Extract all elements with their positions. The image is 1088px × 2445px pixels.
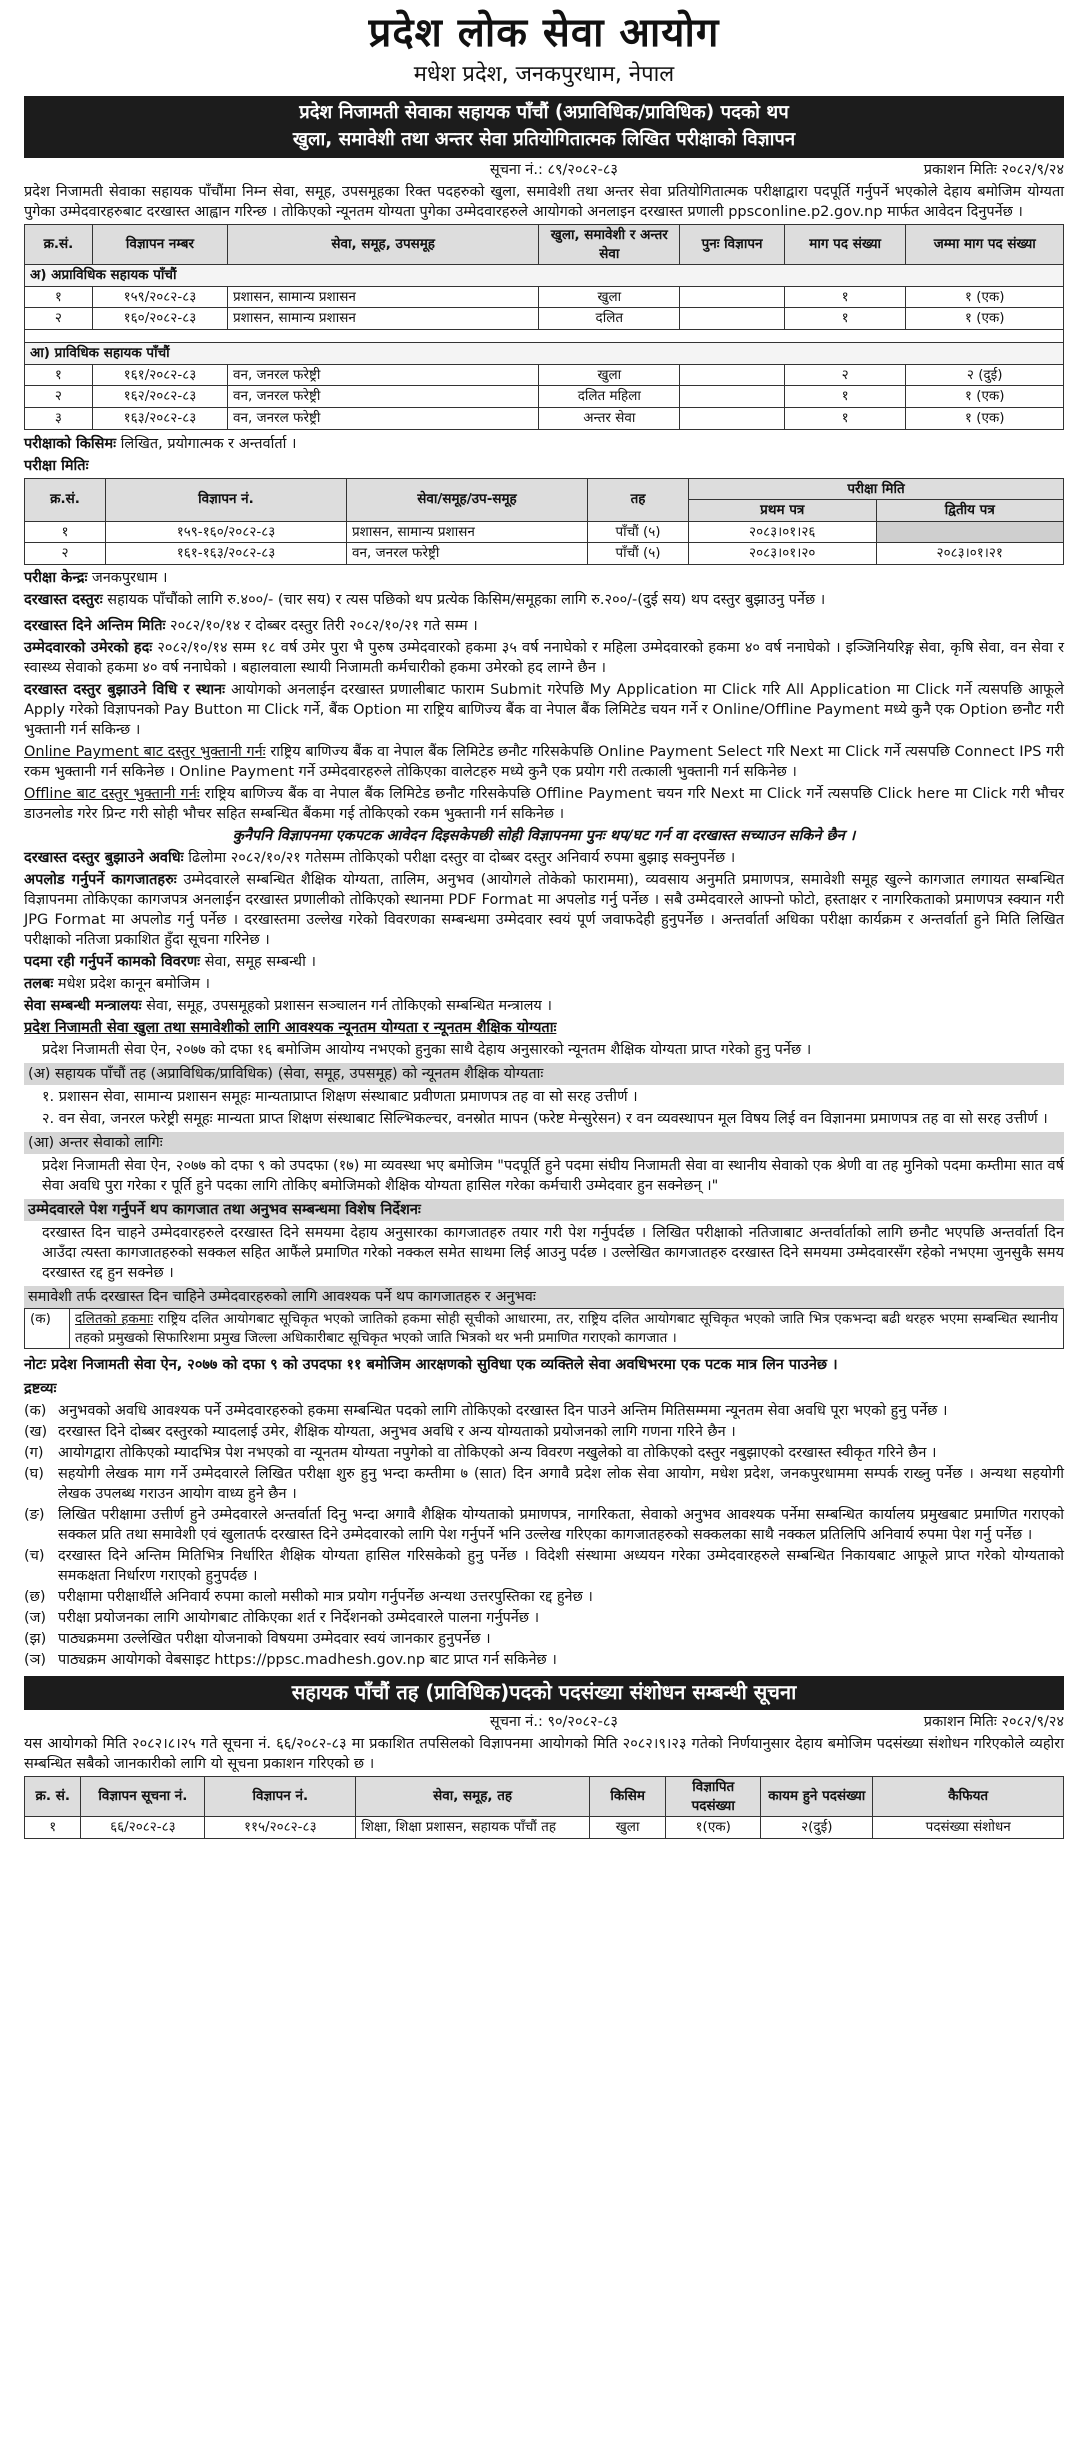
notice-number: सूचना नं.: ८९/२०८२-८३ [489,161,618,178]
vacancy-table-header [25,224,1064,264]
group-label: आ) प्राविधिक सहायक पाँचौं [25,343,1064,365]
inclusive-heading: समावेशी तर्फ दरखास्त दिन चाहिने उम्मेदवारहरुको लागि आवश्यक पर्ने थप कागजातहरु र अनुभवः [24,1286,1064,1308]
salary-text: मधेश प्रदेश कानून बमोजिम । [57,976,210,993]
table-cell: १ [25,1817,81,1839]
table-cell: खुला [539,364,680,386]
intro-paragraph: प्रदेश निजामती सेवाका सहायक पाँचौंमा निम्न सेवा, समूह, उपसमूहका रिक्त पदहरुको खुला, समावेशी तथा अन्तर सेवा प्रतियोगितात्मक परीक्षाद्वारा पदपूर्ति गर्नुपर्ने भएकोले देहाय बमोजिम योग्यता पुगेका उम्मेदवारहरुबाट दरखास्त आह्वान गरिन्छ । तोकिएको न्यूनतम योग्यता पुगेका उम्मेदवारहरुले आयोगको अनलाइन दरखास्त प्रणाली ppsconline.p2.gov.np मार्फत आवेदन दिनुपर्नेछ । [24,183,1064,220]
exam-col-level: तह [588,478,689,521]
table-cell: वन, जनरल फरेष्ट्री [228,386,539,408]
amendment-table [24,1776,1064,1839]
dalit-text: राष्ट्रिय दलित आयोगबाट सूचिकृत भएको जातिको हकमा सोही सूचीको आधारमा, तर, राष्ट्रिय दलित आयोगबाट सूचिकृत भएको जाति भित्र एकभन्दा बढी थरहरु भएमा सम्बन्धित स्थानीय तहको प्रमुखको सिफारिशमा प्रमुख जिल्ला अधिकारीबाट सूचिकृत भएको जाति भित्रको थर भनी प्रमाणित गराएको कागजात । [75,1311,1058,1346]
banner-line-1: प्रदेश निजामती सेवाका सहायक पाँचौं (अप्राविधिक/प्राविधिक) पदको थप [299,102,789,124]
deadline-label: दरखास्त दिने अन्तिम मितिः [24,618,166,635]
table-cell: १ (एक) [906,407,1064,429]
table-cell: २(दुई) [761,1817,873,1839]
documents-heading: उम्मेदवारले पेश गर्नुपर्ने थप कागजात तथा अनुभव सम्बन्धमा विशेष निर्देशनः [24,1199,1064,1221]
table-cell: १ [25,286,93,308]
table-cell: ६६/२०८२-८३ [81,1817,205,1839]
table-cell: १ [784,286,906,308]
list-item-key: (ङ) [24,1507,45,1524]
fee-period-text: ढिलोमा २०८२/१०/२१ गतेसम्म तोकिएको परीक्षा दस्तुर वा दोब्बर दस्तुर अनिवार्य रुपमा बुझाइ सक्नुपर्नेछ । [188,850,736,867]
vacancy-header-cell: जम्मा माग पद संख्या [906,224,1064,264]
table-cell: २०८३।०१।२० [689,543,877,565]
table-cell: १६२/२०८२-८३ [92,386,227,408]
table-cell: १६३/२०८२-८३ [92,407,227,429]
salary-label: तलबः [24,976,54,993]
fee-label: दरखास्त दस्तुरः [24,592,103,609]
list-item-text: परीक्षा प्रयोजनका लागि आयोगबाट तोकिएका शर्त र निर्देशनको उम्मेदवारले पालना गर्नुपर्नेछ । [58,1610,540,1627]
vacancy-header-cell: पुनः विज्ञापन [680,224,785,264]
vacancy-header-cell: माग पद संख्या [784,224,906,264]
table-cell: प्रशासन, सामान्य प्रशासन [347,521,588,543]
table-cell: १५९/२०८२-८३ [92,286,227,308]
vacancy-table [24,224,1064,430]
vacancy-header-cell: क्र.सं. [25,224,93,264]
dalit-box [24,1308,1064,1349]
table-cell: दलित [539,308,680,330]
table-cell [680,286,785,308]
table-cell: पाँचौं (५) [588,521,689,543]
documents-text: दरखास्त दिन चाहने उम्मेदवारहरुले दरखास्त दिने समयमा देहाय अनुसारका कागजातहरु तयार गरी पेश गर्नुपर्दछ । लिखित परीक्षाको नतिजाबाट अन्तर्वार्ताको लागि छनौट भएपछि अन्तर्वार्ता दिन आउँदा त्यस्ता कागजातहरुको सक्कल सहित आफैंले प्रमाणित गरेको नक्कल समेत साथमा लिई आउनु पर्दछ । उल्लेखित कागजातहरु दरखास्त दिने समयमा उम्मेदवारसँग रहेको नभएमा जुनसुकै समय दरखास्त रद्द हुन सक्नेछ । [42,1225,1064,1282]
notes-heading: द्रष्टव्यः [24,1381,57,1398]
table-row [25,1817,1064,1839]
qualification-item-1: १. प्रशासन सेवा, सामान्य प्रशासन समूहः मान्यताप्राप्त शिक्षण संस्थाबाट प्रवीणता प्रमाणपत्र तह वा सो सरह उत्तीर्ण । [42,1089,638,1106]
table-cell: प्रशासन, सामान्य प्रशासन [228,308,539,330]
table-row [25,407,1064,429]
amendment-banner: सहायक पाँचौं तह (प्राविधिक)पदको पदसंख्या संशोधन सम्बन्धी सूचना [24,1676,1064,1710]
table-cell: १५९-१६०/२०८२-८३ [106,521,347,543]
table-cell: १ [25,521,106,543]
table-cell: २०८३।०१।२१ [876,543,1064,565]
table-cell: वन, जनरल फरेष्ट्री [228,364,539,386]
upload-docs-label: अपलोड गर्नुपर्ने कागजातहरुः [24,872,177,889]
exam-col-adv: विज्ञापन नं. [106,478,347,521]
table-cell [680,308,785,330]
table-cell: १ (एक) [906,308,1064,330]
table-cell: प्रशासन, सामान्य प्रशासन [228,286,539,308]
list-item [24,1587,1064,1607]
amendment-header-cell: विज्ञापित पदसंख्या [666,1776,761,1816]
center-label: परीक्षा केन्द्रः [24,570,88,587]
warning-text: कुनैपनि विज्ञापनमा एकपटक आवेदन दिइसकेपछी सोही विज्ञापनमा पुनः थप/घट गर्न वा दरखास्त सच्याउन सकिने छैन । [232,828,856,845]
inter-service-text: प्रदेश निजामती सेवा ऐन, २०७७ को दफा ९ को उपदफा (१७) मा व्यवस्था भए बमोजिम "पदपूर्ति हुने पदमा संघीय निजामती सेवा वा स्थानीय सेवाको एक श्रेणी वा तह मुनिको पदमा कम्तीमा सात वर्ष सेवा अवधि पुरा गरेका र पूर्ति हुने पदका लागि तोकिए बमोजिमको शैक्षिक योग्यता हासिल गरेका कर्मचारी उम्मेदवार हुन सक्नेछन् ।" [42,1158,1064,1195]
table-cell: १ [784,386,906,408]
table-cell [876,521,1064,543]
amendment-header-cell: सेवा, समूह, तह [356,1776,590,1816]
fee-period-label: दरखास्त दस्तुर बुझाउने अवधिः [24,850,184,867]
reservation-note: नोटः प्रदेश निजामती सेवा ऐन, २०७७ को दफा ९ को उपदफा ११ बमोजिम आरक्षणको सुविधा एक व्यक्तिले सेवा अवधिभरमा एक पटक मात्र लिन पाउनेछ । [24,1357,838,1374]
table-cell: २०८३।०१।२६ [689,521,877,543]
exam-col-paper2: द्वितीय पत्र [876,500,1064,522]
table-row [25,521,1064,543]
publish-date: प्रकाशन मितिः २०८२/९/२४ [923,161,1064,178]
table-cell: १ [784,308,906,330]
group-row [25,343,1064,365]
table-cell: खुला [539,286,680,308]
table-cell: १(एक) [666,1817,761,1839]
amendment-publish-date: प्रकाशन मितिः २०८२/९/२४ [923,1713,1064,1730]
deadline-text: २०८२/१०/१४ र दोब्बर दस्तुर तिरी २०८२/१०/२१ गते सम्म । [170,618,478,635]
list-item [24,1443,1064,1463]
table-cell [680,364,785,386]
table-row [25,308,1064,330]
table-cell [680,386,785,408]
duty-label: पदमा रही गर्नुपर्ने कामको विवरणः [24,954,201,971]
list-item-key: (ज) [24,1610,47,1627]
payment-method-label: दरखास्त दस्तुर बुझाउने विधि र स्थानः [24,682,226,699]
vacancy-header-cell: विज्ञापन नम्बर [92,224,227,264]
inter-service-subheading: (आ) अन्तर सेवाको लागिः [24,1132,1064,1154]
amendment-header-cell: क्र. सं. [25,1776,81,1816]
ministry-label: सेवा सम्बन्धी मन्त्रालयः [24,998,142,1015]
amendment-meta [24,1712,1064,1732]
payment-method-text: आयोगको अनलाईन दरखास्त प्रणालीबाट फाराम Submit गरेपछि My Application मा Click गरि All Application मा Click गर्ने त्यसपछि आफूले Apply गरेको विज्ञापनको Pay Button मा Click गर्ने, बैंक Option मा राष्ट्रिय बाणिज्य बैंक वा नेपाल बैंक लिमिटेड चयन गर्ने र Online/Offline Payment मध्ये कुनै एक Option छनौट गरी भुक्तानी गर्न सकिन्छ । [24,682,1064,739]
table-cell: खुला [589,1817,665,1839]
amendment-header-cell: कायम हुने पदसंख्या [761,1776,873,1816]
ministry-text: सेवा, समूह, उपसमूहको प्रशासन सञ्चालन गर्न तोकिएको सम्बन्धित मन्त्रालय । [146,998,552,1015]
list-item [24,1546,1064,1586]
table-cell: ३ [25,407,93,429]
table-row [25,364,1064,386]
exam-type-label: परीक्षाको किसिमः [24,435,117,452]
table-cell: २ [25,308,93,330]
list-item [24,1650,1064,1670]
fee-text: सहायक पाँचौंको लागि रु.४००/- (चार सय) र त्यस पछिको थप प्रत्येक किसिम/समूहका लागि रु.२००/-(दुई सय) थप दस्तुर बुझाउनु पर्नेछ । [107,592,826,609]
online-payment-label: Online Payment बाट दस्तुर भुक्तानी गर्नः [24,744,266,761]
amendment-intro: यस आयोगको मिति २०८२।८।२५ गते सूचना नं. ६६/२०८२-८३ मा प्रकाशित तपसिलको विज्ञापनमा आयोगको मिति २०८२।९।२३ गतेको निर्णयानुसार देहाय बमोजिम पदसंख्या संशोधन गरिएकोले व्यहोरा सम्बन्धित सबैको जानकारीको लागि यो सूचना प्रकाशन गरिएको छ । [24,1735,1064,1772]
age-text: २०८२/१०/१४ सम्म १८ वर्ष उमेर पुरा भै पुरुष उम्मेदवारको हकमा ३५ वर्ष ननाघेको र महिला उम्मेदवारको हकमा ४० वर्ष ननाघेको । इञ्जिनियरिङ्ग सेवा, कृषि सेवा, वन सेवा र स्वास्थ्य सेवाको हकमा ४० वर्ष ननाघेको । बहालवाला स्थायी निजामती कर्मचारीको हकमा उमेरको हद लाग्ने छैन । [24,640,1064,677]
vacancy-table-body [25,265,1064,429]
list-item-key: (झ) [24,1631,47,1648]
table-cell: १६०/२०८२-८३ [92,308,227,330]
qualification-intro: प्रदेश निजामती सेवा ऐन, २०७७ को दफा १६ बमोजिम आयोग्य नभएको हुनुका साथै देहाय अनुसारको न्यूनतम शैक्षिक योग्यता प्राप्त गरेको हुनु पर्नेछ । [42,1042,812,1059]
spacer-row [25,330,1064,343]
list-item [24,1464,1064,1504]
table-cell: १ (एक) [906,286,1064,308]
table-cell: ११५/२०८२-८३ [205,1817,356,1839]
list-item-text: अनुभवको अवधि आवश्यक पर्ने उम्मेदवारहरुको हकमा सम्बन्धित पदको लागि तोकिएको दरखास्त दिन पाउने अन्तिम मितिसम्ममा न्यूनतम सेवा अवधि पूरा भएको हुनु पर्नेछ । [58,1403,948,1420]
list-item-key: (क) [24,1403,47,1420]
dalit-label: दलितको हकमाः [75,1311,154,1328]
list-item-key: (छ) [24,1589,46,1606]
spacer-cell [25,330,1064,343]
exam-type: लिखित, प्रयोगात्मक र अन्तर्वार्ता । [120,435,297,452]
list-item-key: (च) [24,1548,45,1565]
list-item-text: पाठ्यक्रममा उल्लेखित परीक्षा योजनाको विषयमा उम्मेदवार स्वयं जानकार हुनुपर्नेछ । [58,1631,491,1648]
dalit-key: (क) [25,1309,70,1349]
notice-meta [24,160,1064,180]
table-cell: १६१/२०८२-८३ [92,364,227,386]
exam-schedule-table [24,478,1064,566]
qualification-item-2: २. वन सेवा, जनरल फरेष्ट्री समूहः मान्यता प्राप्त शिक्षण संस्थाबाट सिल्भिकल्चर, वनस्रोत मापन (फरेष्ट मेन्सुरेसन) र वन व्यवस्थापन मूल विषय लिई वन विज्ञानमा प्रमाणपत्र तह वा सो सरह उत्तीर्ण । [42,1111,1048,1128]
amendment-header-cell: किसिम [589,1776,665,1816]
exam-col-sn: क्र.सं. [25,478,106,521]
amendment-header-cell: विज्ञापन नं. [205,1776,356,1816]
list-item [24,1422,1064,1442]
list-item-key: (ञ) [24,1652,47,1669]
list-item [24,1505,1064,1545]
exam-col-paper1: प्रथम पत्र [689,500,877,522]
offline-payment-label: Offline बाट दस्तुर भुक्तानी गर्नः [24,786,200,803]
amendment-header-cell: विज्ञापन सूचना नं. [81,1776,205,1816]
table-cell: १ [25,364,93,386]
online-payment-text: राष्ट्रिय बाणिज्य बैंक वा नेपाल बैंक लिमिटेड छनौट गरिसकेपछि Online Payment Select गरि Next मा Click गर्ने त्यसपछि Connect IPS गरी रकम भुक्तानी गर्न सकिनेछ । Online Payment गर्ने उम्मेदवारहरुले तोकिएका वालेटहरु मध्ये कुनै एक प्रयोग गरी तत्काली भुक्तानी गर्न सकिनेछ । [24,744,1065,781]
table-row [25,543,1064,565]
list-item-text: परीक्षामा परीक्षार्थीले अनिवार्य रुपमा कालो मसीको मात्र प्रयोग गर्नुपर्नेछ अन्यथा उत्तरपुस्तिका रद्द हुनेछ । [58,1589,593,1606]
list-item-text: लिखित परीक्षामा उत्तीर्ण हुने उम्मेदवारले अन्तर्वार्ता दिनु भन्दा अगावै शैक्षिक योग्यताको प्रमाणपत्र, नागरिकता, सेवाको अनुभव आवश्यक पर्नेमा सम्बन्धित कार्यालय प्रमुखबाट प्रमाणित गराएको सक्कल प्रति तथा समावेशी एवं खुलातर्फ दरखास्त दिने उम्मेदवारको लागि पेश गर्नुपर्ने भनि उल्लेख गरिएका कागजातहरुको सक्कलका साथै नक्कल प्रतिलिपि अनिवार्य रुपमा पेश गर्नु पर्नेछ । [58,1507,1064,1544]
notes-list [24,1401,1064,1670]
list-item-text: दरखास्त दिने दोब्बर दस्तुरको म्यादलाई उमेर, शैक्षिक योग्यता, अनुभव अवधि र अन्य योग्यताको प्रयोजनको लागि गणना गरिने छैन । [58,1424,736,1441]
list-item-key: (ख) [24,1424,48,1441]
commission-address: मधेश प्रदेश, जनकपुरधाम, नेपाल [413,62,675,87]
table-cell: २ (दुई) [906,364,1064,386]
notice-banner [24,96,1064,158]
table-row [25,386,1064,408]
table-row [25,286,1064,308]
table-cell: १ [784,407,906,429]
table-cell: वन, जनरल फरेष्ट्री [228,407,539,429]
notice-page [24,0,1064,1839]
list-item [24,1608,1064,1628]
upload-docs-text: उम्मेदवारले सम्बन्धित शैक्षिक योग्यता, तालिम, अनुभव (आयोगले तोकेको फाराममा), व्यवसाय अनुमति प्रमाणपत्र, समावेशी समूह खुल्ने कागजात लगायत सम्बन्धित विज्ञापनमा तोकिएका कागजपत्र अनलाईन दरखास्त प्रणालीको तोकिएको स्थानमा PDF Format मा अपलोड गर्नु पर्नेछ । सबै उम्मेदवारले आफ्नो फोटो, हस्ताक्षर र नागरिकताको प्रमाणपत्र स्क्यान गरी JPG Format मा अपलोड गर्नु पर्नेछ । दरखास्तमा उल्लेख गरेको विवरणका सम्बन्धमा उम्मेदवार स्वयं पूर्ण जवाफदेही हुनुपर्नेछ । अन्तर्वार्ता अधिका परीक्षा कार्यक्रम र अन्तर्वार्ता हुने मिति लिखित परीक्षाको नतिजा प्रकाशित हुँदा सूचना गरिनेछ । [24,872,1065,949]
group-label: अ) अप्राविधिक सहायक पाँचौं [25,265,1064,287]
table-cell: २ [784,364,906,386]
exam-col-date: परीक्षा मिति [689,478,1064,500]
duty-text: सेवा, समूह सम्बन्धी । [204,954,316,971]
commission-title: प्रदेश लोक सेवा आयोग [368,10,720,56]
exam-date-label: परीक्षा मितिः [24,457,89,474]
table-cell: वन, जनरल फरेष्ट्री [347,543,588,565]
amendment-table-header [25,1776,1064,1816]
qualification-heading: प्रदेश निजामती सेवा खुला तथा समावेशीको लागि आवश्यक न्यूनतम योग्यता र न्यूनतम शैक्षिक योग्यताः [24,1020,557,1037]
amendment-notice-number: सूचना नं.: ९०/२०८२-८३ [489,1713,618,1730]
exam-col-service: सेवा/समूह/उप-समूह [347,478,588,521]
exam-schedule-body [25,521,1064,564]
amendment-header-cell: कैफियत [873,1776,1064,1816]
group-row [25,265,1064,287]
table-cell: शिक्षा, शिक्षा प्रशासन, सहायक पाँचौं तह [356,1817,590,1839]
list-item-text: पाठ्यक्रम आयोगको वेबसाइट https://ppsc.madhesh.gov.np बाट प्राप्त गर्न सकिनेछ । [58,1652,557,1669]
list-item-text: दरखास्त दिने अन्तिम मितिभित्र निर्धारित शैक्षिक योग्यता हासिल गरिसकेको हुनु पर्नेछ । विदेशी संस्थामा अध्ययन गरेका उम्मेदवारहरुले सम्बन्धित निकायबाट आफूले प्राप्त गरेको योग्यताको समकक्षता निर्धारण गराएको हुनुपर्दछ । [58,1548,1064,1585]
qualification-subheading: (अ) सहायक पाँचौं तह (अप्राविधिक/प्राविधिक) (सेवा, समूह, उपसमूह) को न्यूनतम शैक्षिक योग्यताः [24,1063,1064,1085]
banner-line-2: खुला, समावेशी तथा अन्तर सेवा प्रतियोगितात्मक लिखित परीक्षाको विज्ञापन [292,129,796,151]
list-item-key: (ग) [24,1445,44,1462]
exam-center: जनकपुरधाम । [91,570,168,587]
list-item-text: सहयोगी लेखक माग गर्ने उम्मेदवारले लिखित परीक्षा शुरु हुनु भन्दा कम्तीमा ७ (सात) दिन अगावै प्रदेश लोक सेवा आयोग, मधेश प्रदेश, जनकपुरधाममा सम्पर्क राख्नु पर्नेछ । अन्यथा सहयोगी लेखक उपलब्ध गराउन आयोग वाध्य हुने छैन । [58,1466,1064,1503]
vacancy-header-cell: सेवा, समूह, उपसमूह [228,224,539,264]
table-cell: २ [25,386,93,408]
table-cell: पदसंख्या संशोधन [873,1817,1064,1839]
table-cell: पाँचौं (५) [588,543,689,565]
table-cell: १ (एक) [906,386,1064,408]
list-item [24,1401,1064,1421]
list-item-text: आयोगद्वारा तोकिएको म्यादभित्र पेश नभएको वा न्यूनतम योग्यता नपुगेको वा तोकिएको अन्य विवरण नखुलेको वा तोकिएको दस्तुर नबुझाएको दरखास्त स्वीकृत गरिने छैन । [58,1445,937,1462]
table-cell [680,407,785,429]
offline-payment-text: राष्ट्रिय बाणिज्य बैंक वा नेपाल बैंक लिमिटेड छनौट गरिसकेपछि Offline Payment चयन गरि Next मा Click गर्ने त्यसपछि Click here मा Click गरी भौचर डाउनलोड गरेर प्रिन्ट गरी सोही भौचर सहित सम्बन्धित बैंकमा गई तोकिएको रकम भुक्तानी गर्न सकिनेछ । [24,786,1064,823]
list-item [24,1629,1064,1649]
age-label: उम्मेदवारको उमेरको हदः [24,640,153,657]
table-cell: १६१-१६३/२०८२-८३ [106,543,347,565]
table-cell: दलित महिला [539,386,680,408]
table-cell: अन्तर सेवा [539,407,680,429]
vacancy-header-cell: खुला, समावेशी र अन्तर सेवा [539,224,680,264]
table-cell: २ [25,543,106,565]
list-item-key: (घ) [24,1466,44,1483]
